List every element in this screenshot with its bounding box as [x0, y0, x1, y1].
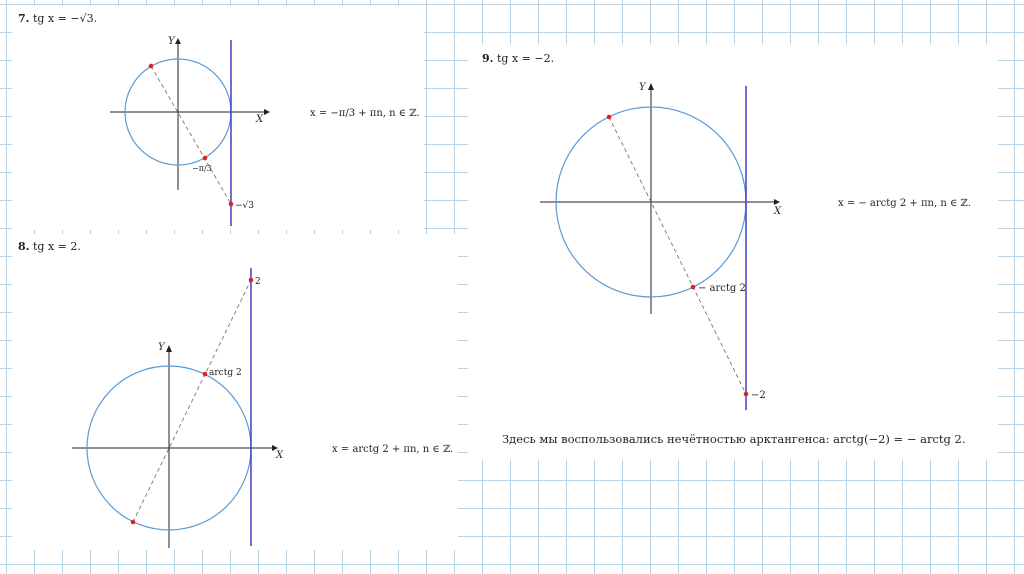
y-axis-arrow-icon [175, 38, 181, 44]
lower-point [131, 520, 136, 525]
tangent-point-label: −√3 [235, 201, 255, 211]
x-axis-label: X [256, 114, 264, 125]
problem-7-number: 7. [18, 12, 30, 25]
answer-formula: x = arctg 2 + πn, n ∈ ℤ. [332, 444, 454, 455]
problem-9-number: 9. [482, 52, 494, 65]
arc-point-label: − arctg 2 [698, 283, 746, 294]
answer-formula: x = −π/3 + πn, n ∈ ℤ. [310, 108, 420, 119]
tangent-point [249, 278, 254, 283]
problem-9-diagram [468, 44, 998, 460]
answer-formula: x = − arctg 2 + πn, n ∈ ℤ. [838, 198, 972, 209]
tangent-point [229, 202, 234, 207]
x-axis-label: X [774, 206, 782, 217]
arc-point [203, 372, 208, 377]
problem-7-diagram [12, 6, 424, 230]
x-axis-label: X [276, 450, 284, 461]
problem-8-diagram [12, 234, 458, 550]
tangent-point-label: −2 [751, 390, 766, 401]
dashed-line [609, 117, 746, 394]
y-axis-label: Y [158, 342, 165, 353]
y-axis-label: Y [639, 82, 646, 93]
arc-point-label: −π/3 [192, 164, 212, 173]
arc-point [203, 156, 208, 161]
note-text: Здесь мы воспользовались нечётностью арктангенса: arctg(−2) = − arctg 2. [502, 432, 966, 446]
tangent-point-label: 2 [255, 277, 261, 287]
problem-8-panel [12, 234, 458, 550]
arc-point-label: arctg 2 [209, 368, 242, 378]
y-axis-arrow-icon [166, 345, 172, 352]
y-axis-label: Y [168, 36, 175, 47]
upper-point [607, 115, 612, 120]
arc-point [691, 285, 696, 290]
x-axis-arrow-icon [264, 109, 270, 115]
y-axis-arrow-icon [648, 83, 654, 90]
problem-7-panel [12, 6, 424, 230]
tangent-point [744, 392, 749, 397]
dashed-line [133, 280, 251, 522]
problem-8-number: 8. [18, 240, 30, 253]
problem-8-equation: tg x = 2. [32, 240, 81, 253]
problem-9-equation: tg x = −2. [496, 52, 555, 65]
problem-9-panel [468, 44, 998, 460]
upper-point [149, 64, 154, 69]
dashed-line [151, 66, 231, 204]
problem-7-equation: tg x = −√3. [32, 12, 98, 25]
x-axis-arrow-icon [774, 199, 780, 205]
